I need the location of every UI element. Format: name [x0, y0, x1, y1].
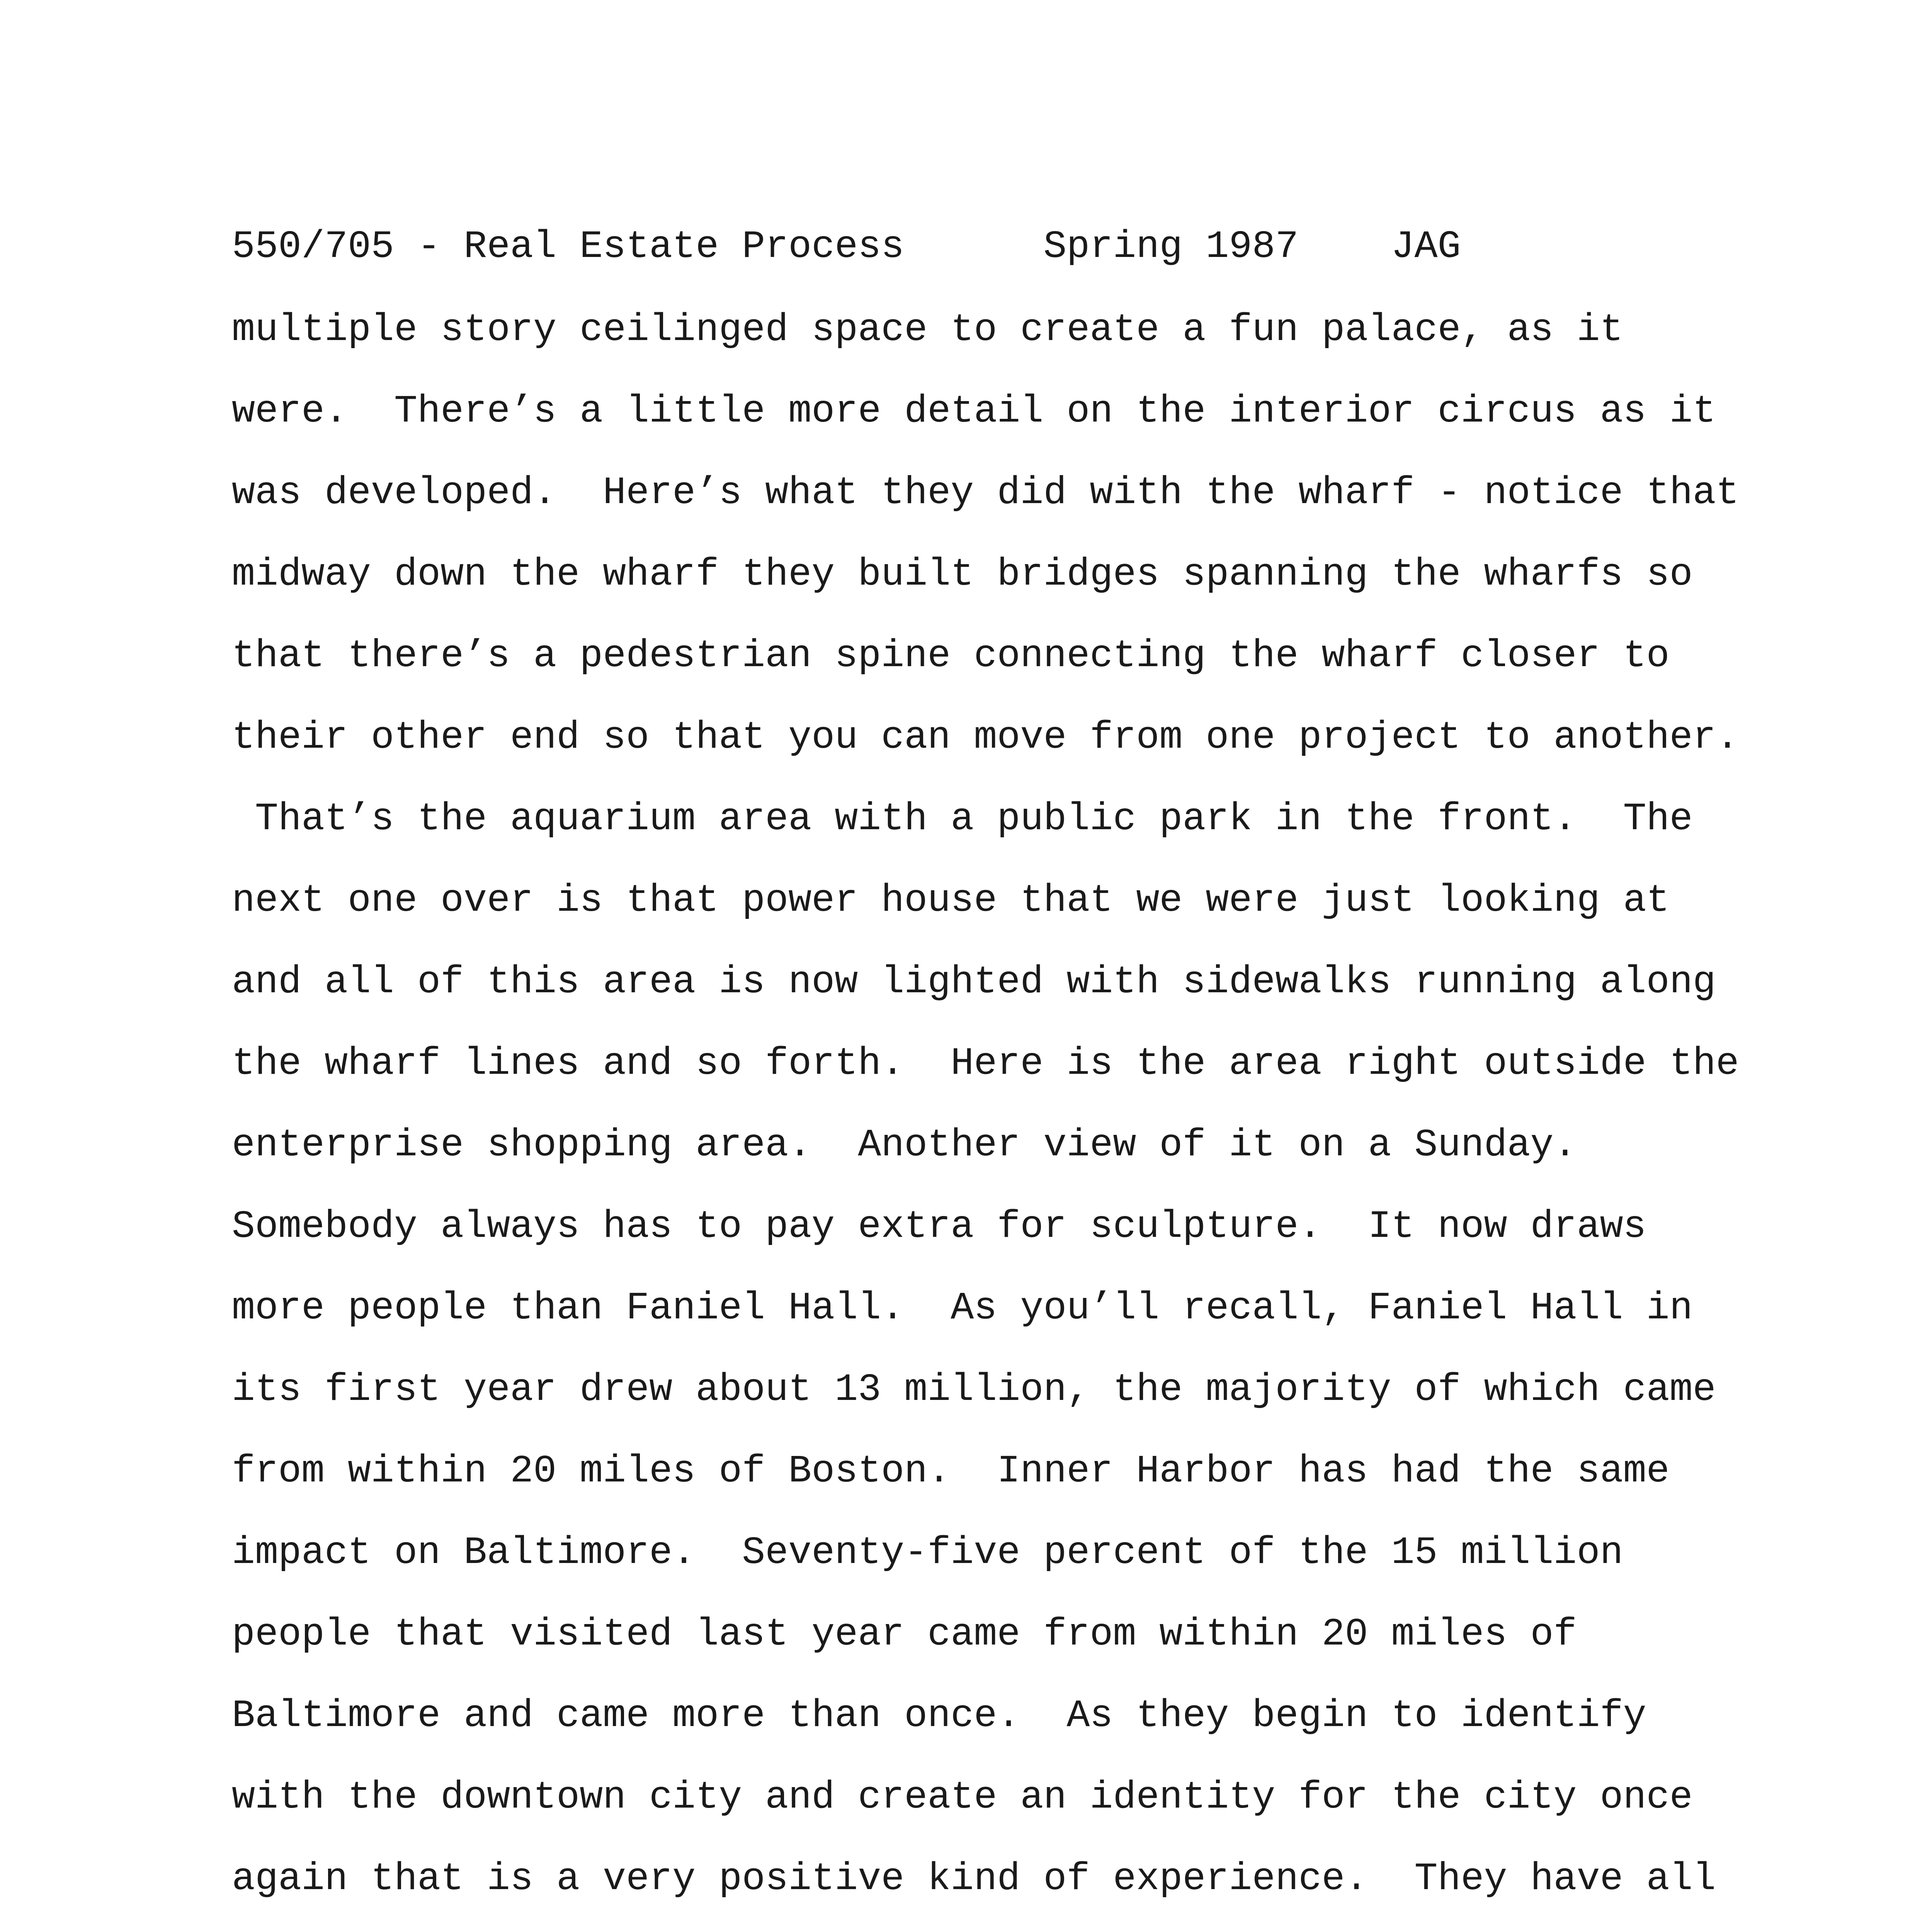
text-line: more people than Faniel Hall. As you’ll recall, Faniel Hall in [232, 1287, 1693, 1330]
text-line: and all of this area is now lighted with sidewalks running along [232, 961, 1716, 1004]
text-line: enterprise shopping area. Another view of it on a Sunday. [232, 1124, 1577, 1167]
text-line: midway down the wharf they built bridges spanning the wharfs so [232, 553, 1693, 597]
text-line: that there’s a pedestrian spine connecting the wharf closer to [232, 634, 1670, 678]
text-line: was developed. Here’s what they did with the wharf - notice that [232, 471, 1739, 515]
text-line: were. There’s a little more detail on the interior circus as it [232, 390, 1716, 434]
text-line: with the downtown city and create an identity for the city once [232, 1776, 1693, 1820]
text-line: That’s the aquarium area with a public park in the front. The [232, 798, 1693, 841]
text-line: people that visited last year came from within 20 miles of [232, 1613, 1577, 1656]
text-line: impact on Baltimore. Seventy-five percent of the 15 million [232, 1531, 1623, 1575]
text-line: the wharf lines and so forth. Here is the area right outside the [232, 1042, 1739, 1086]
text-line: its first year drew about 13 million, the majority of which came [232, 1368, 1716, 1412]
text-line: again that is a very positive kind of experience. They have all [232, 1857, 1716, 1901]
text-line: multiple story ceilinged space to create a fun palace, as it [232, 308, 1623, 352]
page-header: 550/705 - Real Estate Process Spring 1987 JAG [232, 225, 1461, 269]
text-line: their other end so that you can move from one project to another. [232, 716, 1739, 760]
text-line: from within 20 miles of Boston. Inner Harbor has had the same [232, 1450, 1670, 1493]
text-line: Baltimore and came more than once. As they begin to identify [232, 1694, 1646, 1738]
text-line: next one over is that power house that we were just looking at [232, 879, 1670, 923]
text-line: Somebody always has to pay extra for sculpture. It now draws [232, 1205, 1646, 1249]
